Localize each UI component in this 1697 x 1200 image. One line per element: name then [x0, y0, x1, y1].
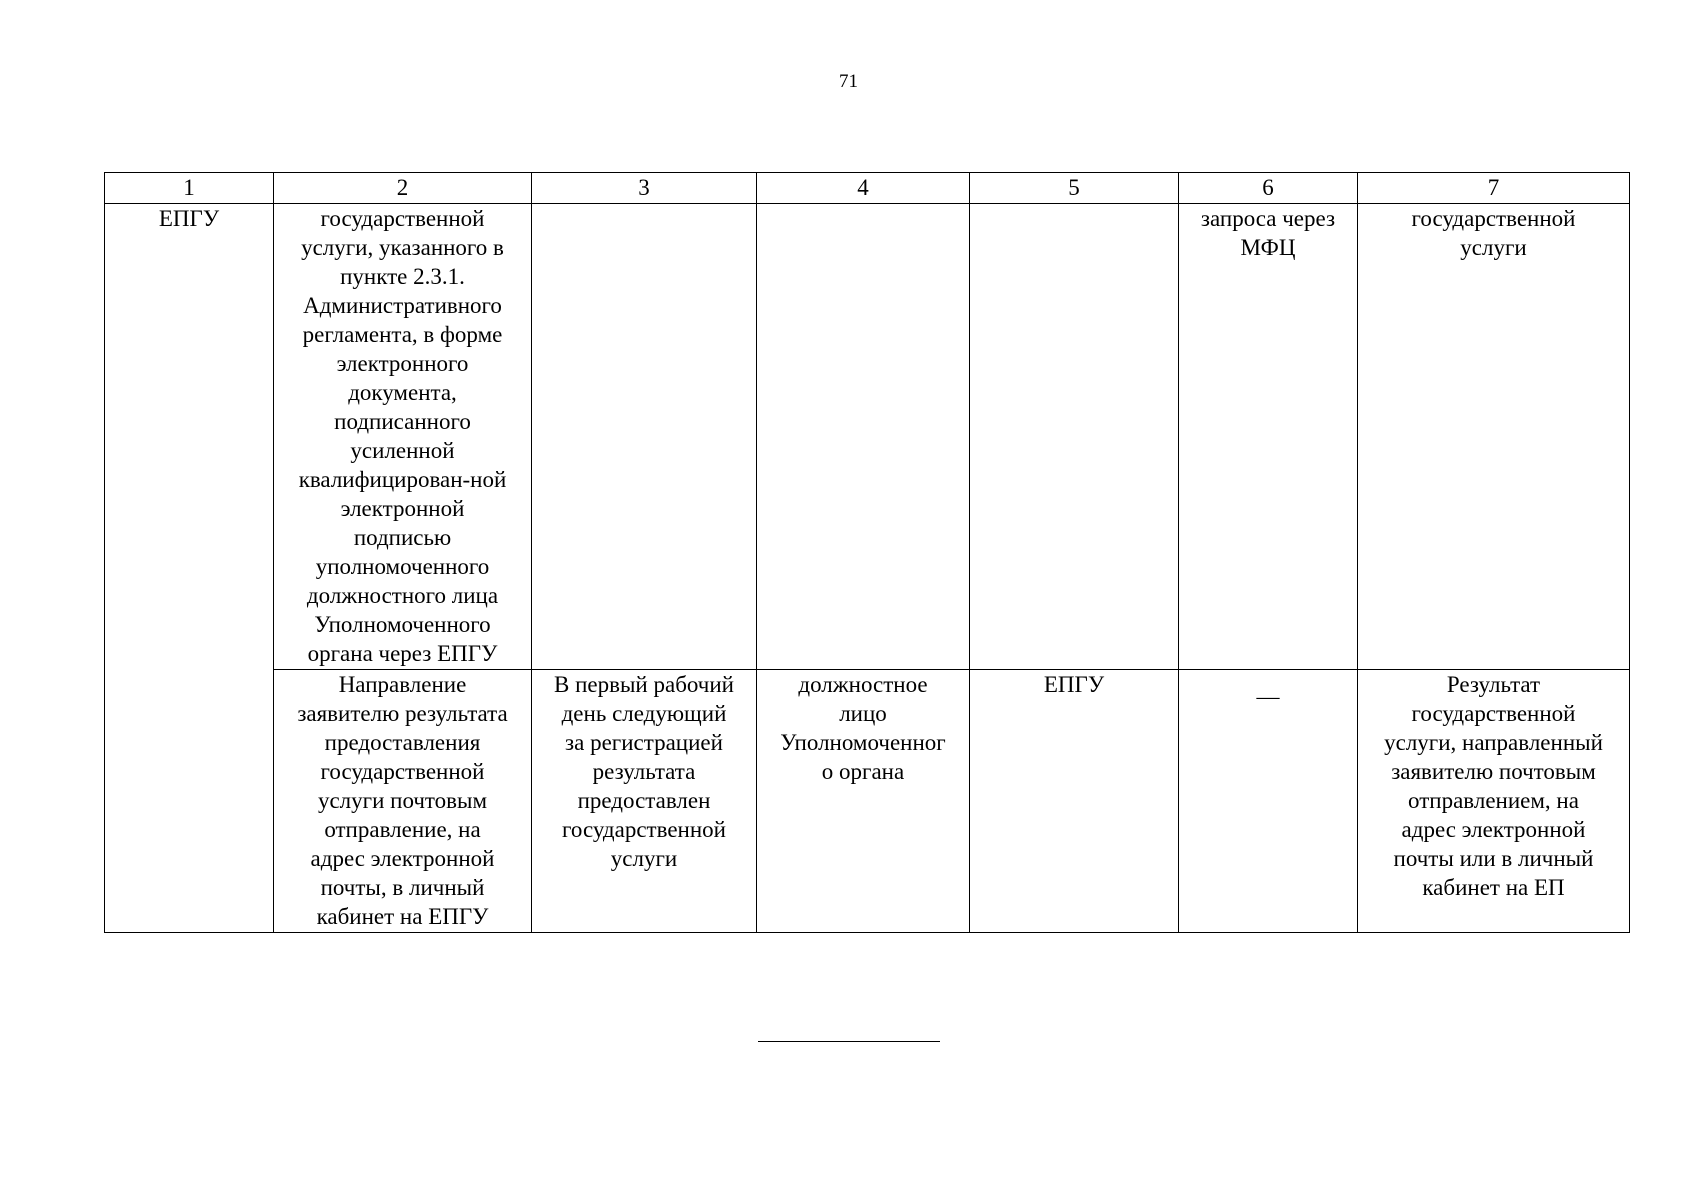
table-cell [970, 670, 1179, 933]
table-cell [1358, 204, 1630, 670]
column-header: 6 [1179, 173, 1358, 204]
table-cell [1358, 670, 1630, 933]
cell-text: запроса через МФЦ [1200, 206, 1336, 260]
cell-text: Направление заявителю результата предоставления государственной услуги почтовым отправление, на адрес электронной почты, в личный кабинет на ЕПГУ [297, 672, 508, 929]
cell-text: Результат государственной услуги, направленный заявителю почтовым отправлением, на адрес электронной почты или в личный кабинет на ЕП [1384, 672, 1603, 900]
table-cell [1179, 204, 1358, 670]
table-cell [274, 204, 532, 670]
table-cell [970, 204, 1179, 670]
table-cell [1179, 670, 1358, 933]
table-cell [274, 670, 532, 933]
column-header: 7 [1358, 173, 1630, 204]
table-cell [532, 670, 757, 933]
column-header: 5 [970, 173, 1179, 204]
procedure-table [104, 172, 1630, 933]
column-header: 4 [757, 173, 970, 204]
footnote-divider [758, 1041, 940, 1042]
table-row [105, 670, 1630, 933]
column-header: 2 [274, 173, 532, 204]
table-row [105, 204, 1630, 670]
table-cell [757, 670, 970, 933]
cell-text: — [1256, 684, 1280, 709]
cell-text: должностное лицо Уполномоченног о органа [780, 672, 946, 784]
column-header: 1 [105, 173, 274, 204]
cell-text: В первый рабочий день следующий за регистрацией результата предоставлен государственной услуги [554, 672, 734, 871]
table-cell [105, 204, 274, 933]
column-header: 3 [532, 173, 757, 204]
table-cell [532, 204, 757, 670]
cell-text: государственной услуги, указанного в пункте 2.3.1. Административного регламента, в форме электронного документа, подписанного усиленной квалифицирован-ной электронной подписью уполномоченного должностного лица Уполномоченного органа через ЕПГУ [298, 206, 507, 666]
cell-text: государственной услуги [1411, 206, 1576, 260]
table-cell [757, 204, 970, 670]
table-header-row [105, 173, 1630, 204]
page-number: 71 [839, 71, 858, 92]
cell-text: ЕПГУ [1043, 672, 1105, 697]
cell-text: ЕПГУ [158, 206, 220, 231]
